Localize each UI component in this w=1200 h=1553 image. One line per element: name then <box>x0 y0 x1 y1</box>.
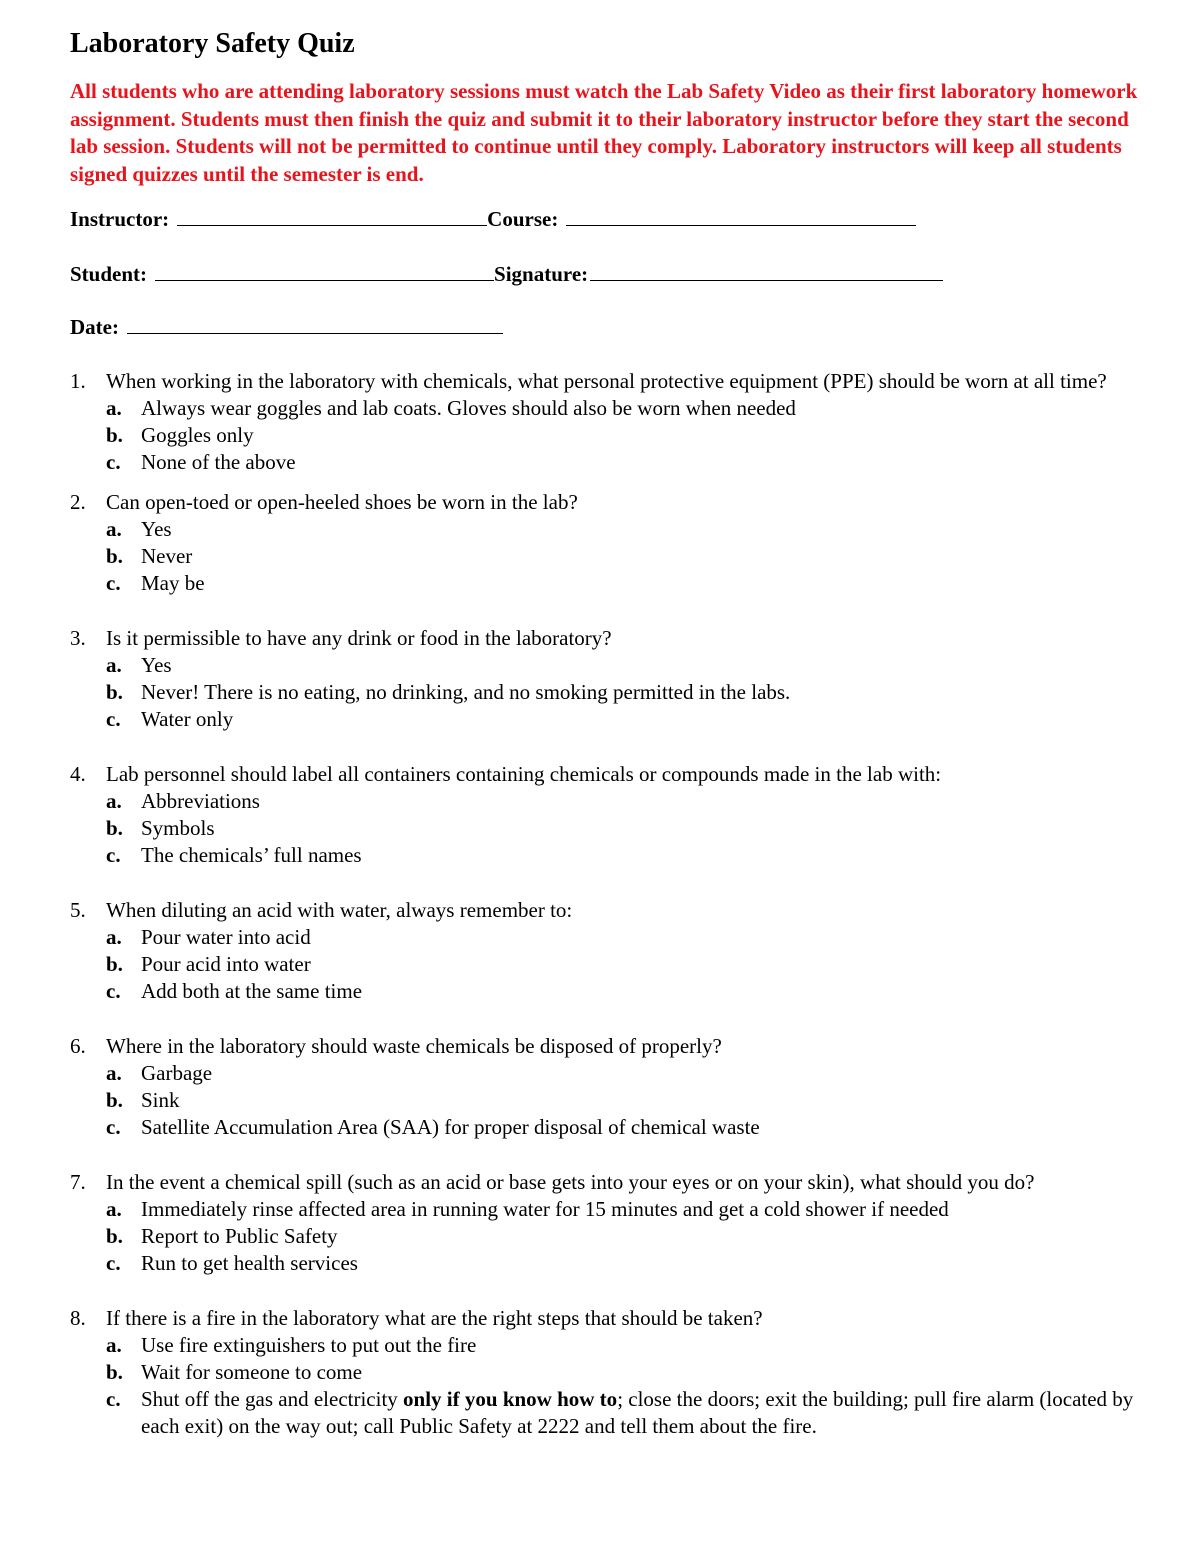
option-text: Report to Public Safety <box>141 1224 338 1248</box>
question-row <box>70 1033 1150 1060</box>
question-text: Where in the laboratory should waste chemicals be disposed of properly? <box>106 1034 722 1058</box>
answer-option <box>70 652 1150 679</box>
option-letter: c. <box>106 1387 121 1411</box>
option-letter: a. <box>106 789 122 813</box>
option-letter: b. <box>106 680 123 704</box>
question-number: 3. <box>70 626 86 650</box>
question-text: Is it permissible to have any drink or food in the laboratory? <box>106 626 612 650</box>
answer-option <box>70 1114 1150 1141</box>
option-text-emphasis: only if you know how to <box>403 1387 618 1411</box>
answer-option <box>70 395 1150 422</box>
question-number: 2. <box>70 490 86 514</box>
option-text: Never <box>141 544 193 568</box>
question-3 <box>70 625 1150 733</box>
question-text: Can open-toed or open-heeled shoes be worn in the lab? <box>106 490 578 514</box>
answer-option <box>70 543 1150 570</box>
question-number: 6. <box>70 1034 86 1058</box>
option-text: Symbols <box>141 816 215 840</box>
question-text: In the event a chemical spill (such as an acid or base gets into your eyes or on your skin), what should you do? <box>106 1170 1035 1194</box>
question-text: When diluting an acid with water, always remember to: <box>106 898 573 922</box>
option-text: Garbage <box>141 1061 213 1085</box>
signature-label: Signature: <box>494 262 589 286</box>
option-text: Abbreviations <box>141 789 260 813</box>
option-text: Immediately rinse affected area in running water for 15 minutes and get a cold shower if needed <box>141 1197 949 1221</box>
student-signature-row <box>70 261 1150 287</box>
option-text: Never! There is no eating, no drinking, and no smoking permitted in the labs. <box>141 680 791 704</box>
option-letter: b. <box>106 1088 123 1112</box>
question-8 <box>70 1305 1150 1440</box>
answer-option <box>70 1196 1150 1223</box>
answer-option <box>70 788 1150 815</box>
answer-option <box>70 422 1150 449</box>
option-letter: a. <box>106 1333 122 1357</box>
instructor-label: Instructor: <box>70 207 170 231</box>
option-text: Pour water into acid <box>141 925 311 949</box>
option-text: Sink <box>141 1088 180 1112</box>
option-letter: c. <box>106 571 121 595</box>
question-text: When working in the laboratory with chemicals, what personal protective equipment (PPE) should be worn at all time? <box>106 369 1107 393</box>
question-row <box>70 897 1150 924</box>
date-row <box>70 314 1150 340</box>
question-number: 8. <box>70 1306 86 1330</box>
question-row <box>70 1305 1150 1332</box>
question-6 <box>70 1033 1150 1141</box>
signature-field[interactable] <box>590 262 943 281</box>
option-letter: a. <box>106 925 122 949</box>
course-field[interactable] <box>566 207 916 226</box>
question-row <box>70 489 1150 516</box>
question-4 <box>70 761 1150 869</box>
answer-option <box>70 1386 1150 1440</box>
question-7 <box>70 1169 1150 1277</box>
answer-option <box>70 978 1150 1005</box>
instructor-field[interactable] <box>177 207 487 226</box>
option-text: Always wear goggles and lab coats. Gloves should also be worn when needed <box>141 396 796 420</box>
student-field[interactable] <box>155 262 494 281</box>
question-5 <box>70 897 1150 1005</box>
option-letter: b. <box>106 423 123 447</box>
student-info-form <box>70 206 1150 340</box>
option-letter: a. <box>106 517 122 541</box>
option-text: Pour acid into water <box>141 952 311 976</box>
question-number: 7. <box>70 1170 86 1194</box>
answer-option <box>70 1060 1150 1087</box>
option-text: Run to get health services <box>141 1251 358 1275</box>
option-letter: c. <box>106 450 121 474</box>
option-text: Satellite Accumulation Area (SAA) for proper disposal of chemical waste <box>141 1115 760 1139</box>
date-label: Date: <box>70 315 119 339</box>
course-label: Course: <box>487 207 559 231</box>
option-letter: c. <box>106 707 121 731</box>
option-text: The chemicals’ full names <box>141 843 362 867</box>
option-text-part: Shut off the gas and electricity <box>141 1387 404 1411</box>
answer-option <box>70 1250 1150 1277</box>
option-text: May be <box>141 571 205 595</box>
option-text: Yes <box>141 653 172 677</box>
instructions-notice: All students who are attending laboratory sessions must watch the Lab Safety Video as their first laboratory homework assignment. Students must then finish the quiz and submit it to their laboratory instructor before they start the second lab session. Students will not be permitted to continue until they comply. Laboratory instructors will keep all students signed quizzes until the semester is end. <box>70 79 1138 186</box>
option-letter: a. <box>106 1197 122 1221</box>
option-letter: b. <box>106 1224 123 1248</box>
answer-option <box>70 516 1150 543</box>
option-letter: c. <box>106 1251 121 1275</box>
question-row <box>70 1169 1150 1196</box>
option-letter: c. <box>106 1115 121 1139</box>
answer-option <box>70 951 1150 978</box>
option-letter: b. <box>106 544 123 568</box>
option-text-part: ; close the doors; exit the building; pull fire alarm (located by each exit) on the way out; call Public Safety at 2222 and tell them about the fire. <box>141 1387 1134 1438</box>
option-letter: b. <box>106 816 123 840</box>
option-letter: c. <box>106 843 121 867</box>
answer-option <box>70 842 1150 869</box>
option-letter: c. <box>106 979 121 1003</box>
question-number: 1. <box>70 369 86 393</box>
question-number: 4. <box>70 762 86 786</box>
quiz-page <box>70 26 1150 1440</box>
option-text: Yes <box>141 517 172 541</box>
answer-option <box>70 1359 1150 1386</box>
answer-option <box>70 570 1150 597</box>
answer-option <box>70 1223 1150 1250</box>
option-text <box>141 1386 1150 1440</box>
option-text: None of the above <box>141 450 296 474</box>
option-text: Wait for someone to come <box>141 1360 363 1384</box>
question-1 <box>70 368 1150 476</box>
option-text: Add both at the same time <box>141 979 363 1003</box>
question-2 <box>70 489 1150 597</box>
option-text: Water only <box>141 707 234 731</box>
answer-option <box>70 1087 1150 1114</box>
page-title: Laboratory Safety Quiz <box>70 28 355 59</box>
instructor-course-row <box>70 206 1150 232</box>
answer-option <box>70 449 1150 476</box>
question-row <box>70 625 1150 652</box>
question-text: Lab personnel should label all containers containing chemicals or compounds made in the lab with: <box>106 762 942 786</box>
question-text: If there is a fire in the laboratory what are the right steps that should be taken? <box>106 1306 763 1330</box>
answer-option <box>70 815 1150 842</box>
option-letter: a. <box>106 396 122 420</box>
question-row <box>70 368 1150 395</box>
option-letter: b. <box>106 1360 123 1384</box>
question-row <box>70 761 1150 788</box>
answer-option <box>70 679 1150 706</box>
option-letter: a. <box>106 1061 122 1085</box>
answer-option <box>70 1332 1150 1359</box>
option-text: Goggles only <box>141 423 254 447</box>
question-number: 5. <box>70 898 86 922</box>
date-field[interactable] <box>127 315 503 334</box>
option-letter: b. <box>106 952 123 976</box>
question-list <box>70 368 1150 1440</box>
student-label: Student: <box>70 262 148 286</box>
option-letter: a. <box>106 653 122 677</box>
answer-option <box>70 706 1150 733</box>
answer-option <box>70 924 1150 951</box>
option-text: Use fire extinguishers to put out the fire <box>141 1333 477 1357</box>
